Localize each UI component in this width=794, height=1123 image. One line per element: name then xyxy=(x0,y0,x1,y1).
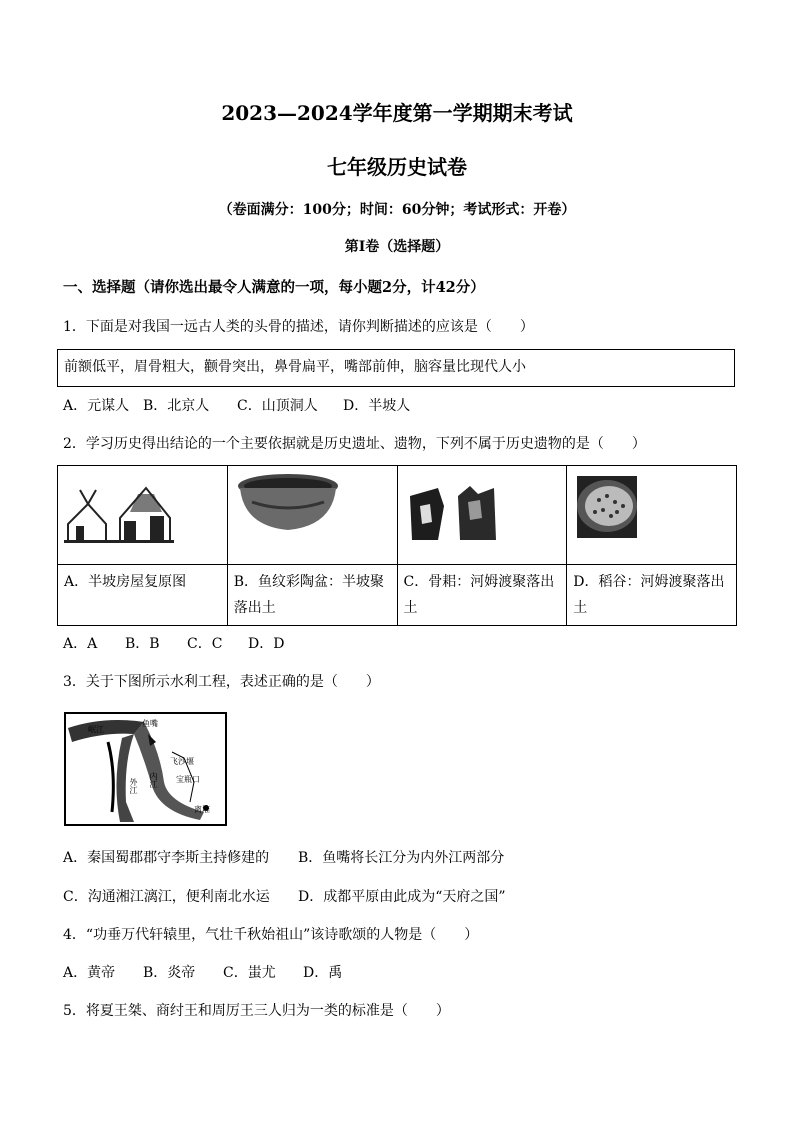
q2-caption-a: A．半坡房屋复原图 xyxy=(64,574,187,590)
q4-stem: 4．“功垂万代轩辕里，气壮千秋始祖山”该诗歌颂的人物是（ ） xyxy=(63,927,479,943)
exam-title: 2023—2024学年度第一学期期末考试 xyxy=(221,101,573,125)
q1-stem: 1．下面是对我国一远古人类的头骨的描述，请你判断描述的应该是（ ） xyxy=(63,319,534,335)
map-label-baopingkou: 宝瓶口 xyxy=(176,775,200,784)
q1-option-c[interactable]: C．山顶洞人 xyxy=(237,398,318,414)
q5-stem: 5．将夏王桀、商纣王和周厉王三人归为一类的标准是（ ） xyxy=(63,1003,450,1019)
q4-option-c[interactable]: C．蚩尤 xyxy=(223,965,276,981)
section-heading: 一、选择题（请你选出最令人满意的一项，每小题2分，计42分） xyxy=(63,279,485,296)
map-label-neijiang: 内江 xyxy=(149,772,158,788)
dujiangyan-map xyxy=(64,712,227,826)
q1-option-b[interactable]: B．北京人 xyxy=(143,398,210,414)
q1-description: 前额低平，眉骨粗大，颧骨突出，鼻骨扁平，嘴部前伸，脑容量比现代人小 xyxy=(64,359,526,375)
bone-tool-icon xyxy=(398,466,567,564)
q4-option-b[interactable]: B．炎帝 xyxy=(143,965,196,981)
q2-option-a[interactable]: A．A xyxy=(63,636,98,652)
q2-stem: 2．学习历史得出结论的一个主要依据就是历史遗址、遗物，下列不属于历史遗物的是（ ） xyxy=(63,436,646,452)
q2-image-table xyxy=(57,465,737,626)
q3-option-c[interactable]: C．沟通湘江漓江，便利南北水运 xyxy=(63,889,270,905)
q2-option-d[interactable]: D．D xyxy=(248,636,285,652)
part-heading: 第Ⅰ卷（选择题） xyxy=(344,239,450,255)
pottery-icon xyxy=(228,466,397,564)
q3-stem: 3．关于下图所示水利工程，表述正确的是（ ） xyxy=(63,674,380,690)
exam-meta: （卷面满分：100分；时间：60分钟；考试形式：开卷） xyxy=(218,202,576,218)
q3-option-b[interactable]: B．鱼嘴将长江分为内外江两部分 xyxy=(298,850,505,866)
q1-description-box xyxy=(57,349,735,387)
q3-option-d[interactable]: D．成都平原由此成为“天府之国” xyxy=(298,889,506,905)
rice-icon xyxy=(567,466,736,564)
map-label-yuzui: 鱼嘴 xyxy=(142,719,158,728)
map-label-lidui: 离堆 xyxy=(194,805,210,814)
q4-option-d[interactable]: D．禹 xyxy=(303,965,343,981)
exam-subtitle: 七年级历史试卷 xyxy=(327,155,467,179)
map-label-waijiang: 外江 xyxy=(129,778,138,794)
q1-option-a[interactable]: A．元谋人 xyxy=(63,398,130,414)
map-label-feishayan: 飞沙堰 xyxy=(170,757,194,766)
q2-option-c[interactable]: C．C xyxy=(187,636,223,652)
q4-option-a[interactable]: A．黄帝 xyxy=(63,965,116,981)
q2-option-b[interactable]: B．B xyxy=(125,636,160,652)
house-icon xyxy=(58,466,227,564)
q2-caption-c: C．骨耜：河姆渡聚落出土 xyxy=(403,574,555,616)
q2-caption-b: B．鱼纹彩陶盆：半坡聚落出土 xyxy=(233,574,385,616)
map-label-mingjiang: 岷江 xyxy=(88,725,104,734)
q3-option-a[interactable]: A．秦国蜀郡郡守李斯主持修建的 xyxy=(63,850,270,866)
q2-caption-d: D．稻谷：河姆渡聚落出土 xyxy=(573,574,725,616)
q1-option-d[interactable]: D．半坡人 xyxy=(343,398,411,414)
